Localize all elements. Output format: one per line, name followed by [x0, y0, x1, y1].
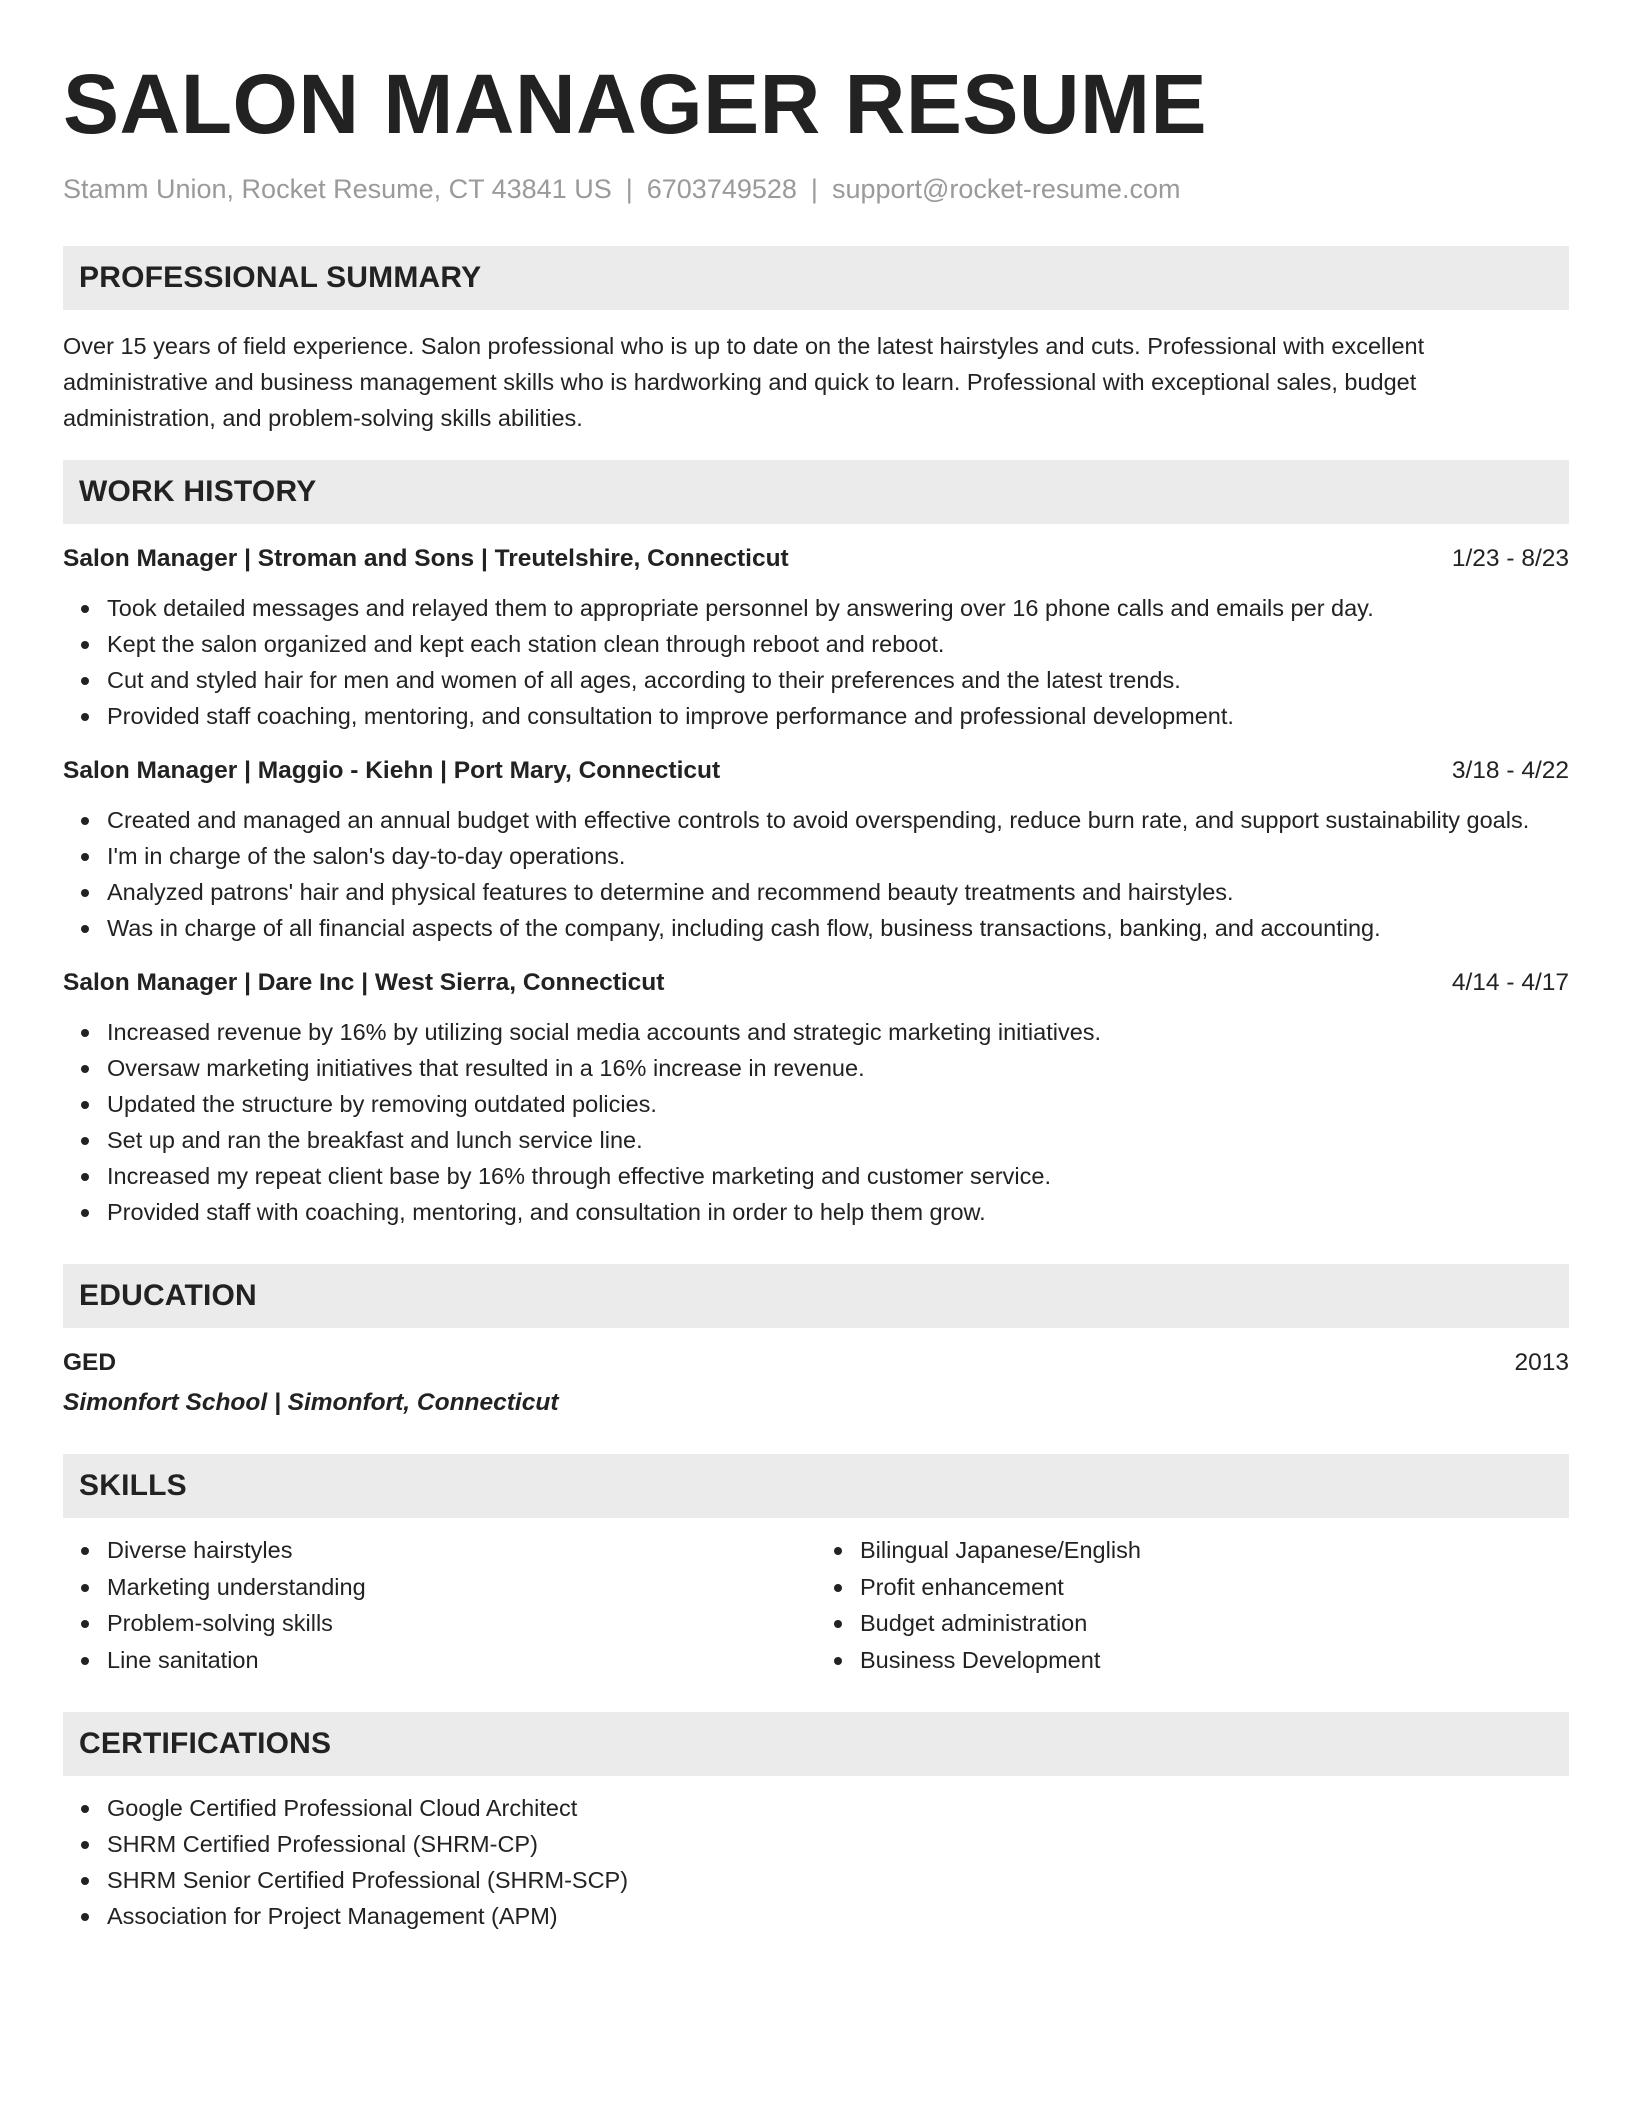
list-item: Budget administration — [816, 1605, 1569, 1642]
job-bullets — [63, 802, 1569, 946]
resume-title: SALON MANAGER RESUME — [63, 57, 1208, 151]
list-item: Marketing understanding — [63, 1569, 816, 1606]
skills-list — [63, 1532, 816, 1678]
contact-address: Stamm Union, Rocket Resume, CT 43841 US — [63, 174, 612, 204]
list-item: Updated the structure by removing outdated policies. — [63, 1086, 1569, 1122]
job-entry — [63, 542, 1569, 734]
education-school: Simonfort School | Simonfort, Connecticut — [63, 1389, 559, 1416]
list-item: Diverse hairstyles — [63, 1532, 816, 1569]
list-item: Cut and styled hair for men and women of all ages, according to their preferences and the latest trends. — [63, 662, 1569, 698]
list-item: Line sanitation — [63, 1642, 816, 1679]
list-item: Increased revenue by 16% by utilizing social media accounts and strategic marketing initiatives. — [63, 1014, 1569, 1050]
list-item: Kept the salon organized and kept each station clean through reboot and reboot. — [63, 626, 1569, 662]
skills-column-right — [816, 1532, 1569, 1678]
list-item: Google Certified Professional Cloud Architect — [63, 1790, 1569, 1826]
list-item: Oversaw marketing initiatives that resulted in a 16% increase in revenue. — [63, 1050, 1569, 1086]
list-item: Created and managed an annual budget with effective controls to avoid overspending, reduce burn rate, and support sustainability goals. — [63, 802, 1569, 838]
job-title: Salon Manager | Dare Inc | West Sierra, Connecticut — [63, 969, 665, 996]
section-header-summary: PROFESSIONAL SUMMARY — [63, 246, 1569, 310]
list-item: Set up and ran the breakfast and lunch service line. — [63, 1122, 1569, 1158]
list-item: Provided staff coaching, mentoring, and consultation to improve performance and professional development. — [63, 698, 1569, 734]
list-item: Profit enhancement — [816, 1569, 1569, 1606]
job-entry — [63, 966, 1569, 1230]
list-item: Bilingual Japanese/English — [816, 1532, 1569, 1569]
list-item: Increased my repeat client base by 16% through effective marketing and customer service. — [63, 1158, 1569, 1194]
list-item: SHRM Certified Professional (SHRM-CP) — [63, 1826, 1569, 1862]
contact-email: support@rocket-resume.com — [831, 174, 1181, 204]
job-bullets — [63, 590, 1569, 734]
job-header — [63, 966, 1569, 1000]
education-degree: GED — [63, 1349, 117, 1376]
list-item: I'm in charge of the salon's day-to-day operations. — [63, 838, 1569, 874]
contact-separator: | — [625, 174, 633, 204]
job-dates: 3/18 - 4/22 — [1451, 757, 1569, 784]
certifications-list — [63, 1790, 1569, 1934]
education-header — [63, 1346, 1569, 1380]
list-item: Was in charge of all financial aspects of the company, including cash flow, business transactions, banking, and accounting. — [63, 910, 1569, 946]
skills-grid — [63, 1532, 1569, 1678]
summary-text: Over 15 years of field experience. Salon professional who is up to date on the latest hairstyles and cuts. Professional with excellent administrative and business management skills who is hardworking and quick to learn. Professional with exceptional sales, budget administration, and problem-solving skills abilities. — [63, 333, 1425, 431]
contact-phone: 6703749528 — [646, 174, 797, 204]
job-header — [63, 542, 1569, 576]
job-title: Salon Manager | Stroman and Sons | Treutelshire, Connecticut — [63, 545, 789, 572]
contact-line — [63, 172, 1569, 206]
list-item: SHRM Senior Certified Professional (SHRM-SCP) — [63, 1862, 1569, 1898]
list-item: Provided staff with coaching, mentoring, and consultation in order to help them grow. — [63, 1194, 1569, 1230]
job-title: Salon Manager | Maggio - Kiehn | Port Mary, Connecticut — [63, 757, 721, 784]
list-item: Took detailed messages and relayed them to appropriate personnel by answering over 16 phone calls and emails per day. — [63, 590, 1569, 626]
contact-separator: | — [810, 174, 818, 204]
section-header-work-history: WORK HISTORY — [63, 460, 1569, 524]
list-item: Association for Project Management (APM) — [63, 1898, 1569, 1934]
skills-list — [816, 1532, 1569, 1678]
job-entry — [63, 754, 1569, 946]
job-dates: 1/23 - 8/23 — [1451, 545, 1569, 572]
section-header-certifications: CERTIFICATIONS — [63, 1712, 1569, 1776]
job-bullets — [63, 1014, 1569, 1230]
list-item: Problem-solving skills — [63, 1605, 816, 1642]
section-header-education: EDUCATION — [63, 1264, 1569, 1328]
education-year: 2013 — [1514, 1349, 1569, 1376]
job-dates: 4/14 - 4/17 — [1451, 969, 1569, 996]
list-item: Business Development — [816, 1642, 1569, 1679]
job-header — [63, 754, 1569, 788]
skills-column-left — [63, 1532, 816, 1678]
list-item: Analyzed patrons' hair and physical features to determine and recommend beauty treatments and hairstyles. — [63, 874, 1569, 910]
section-header-skills: SKILLS — [63, 1454, 1569, 1518]
